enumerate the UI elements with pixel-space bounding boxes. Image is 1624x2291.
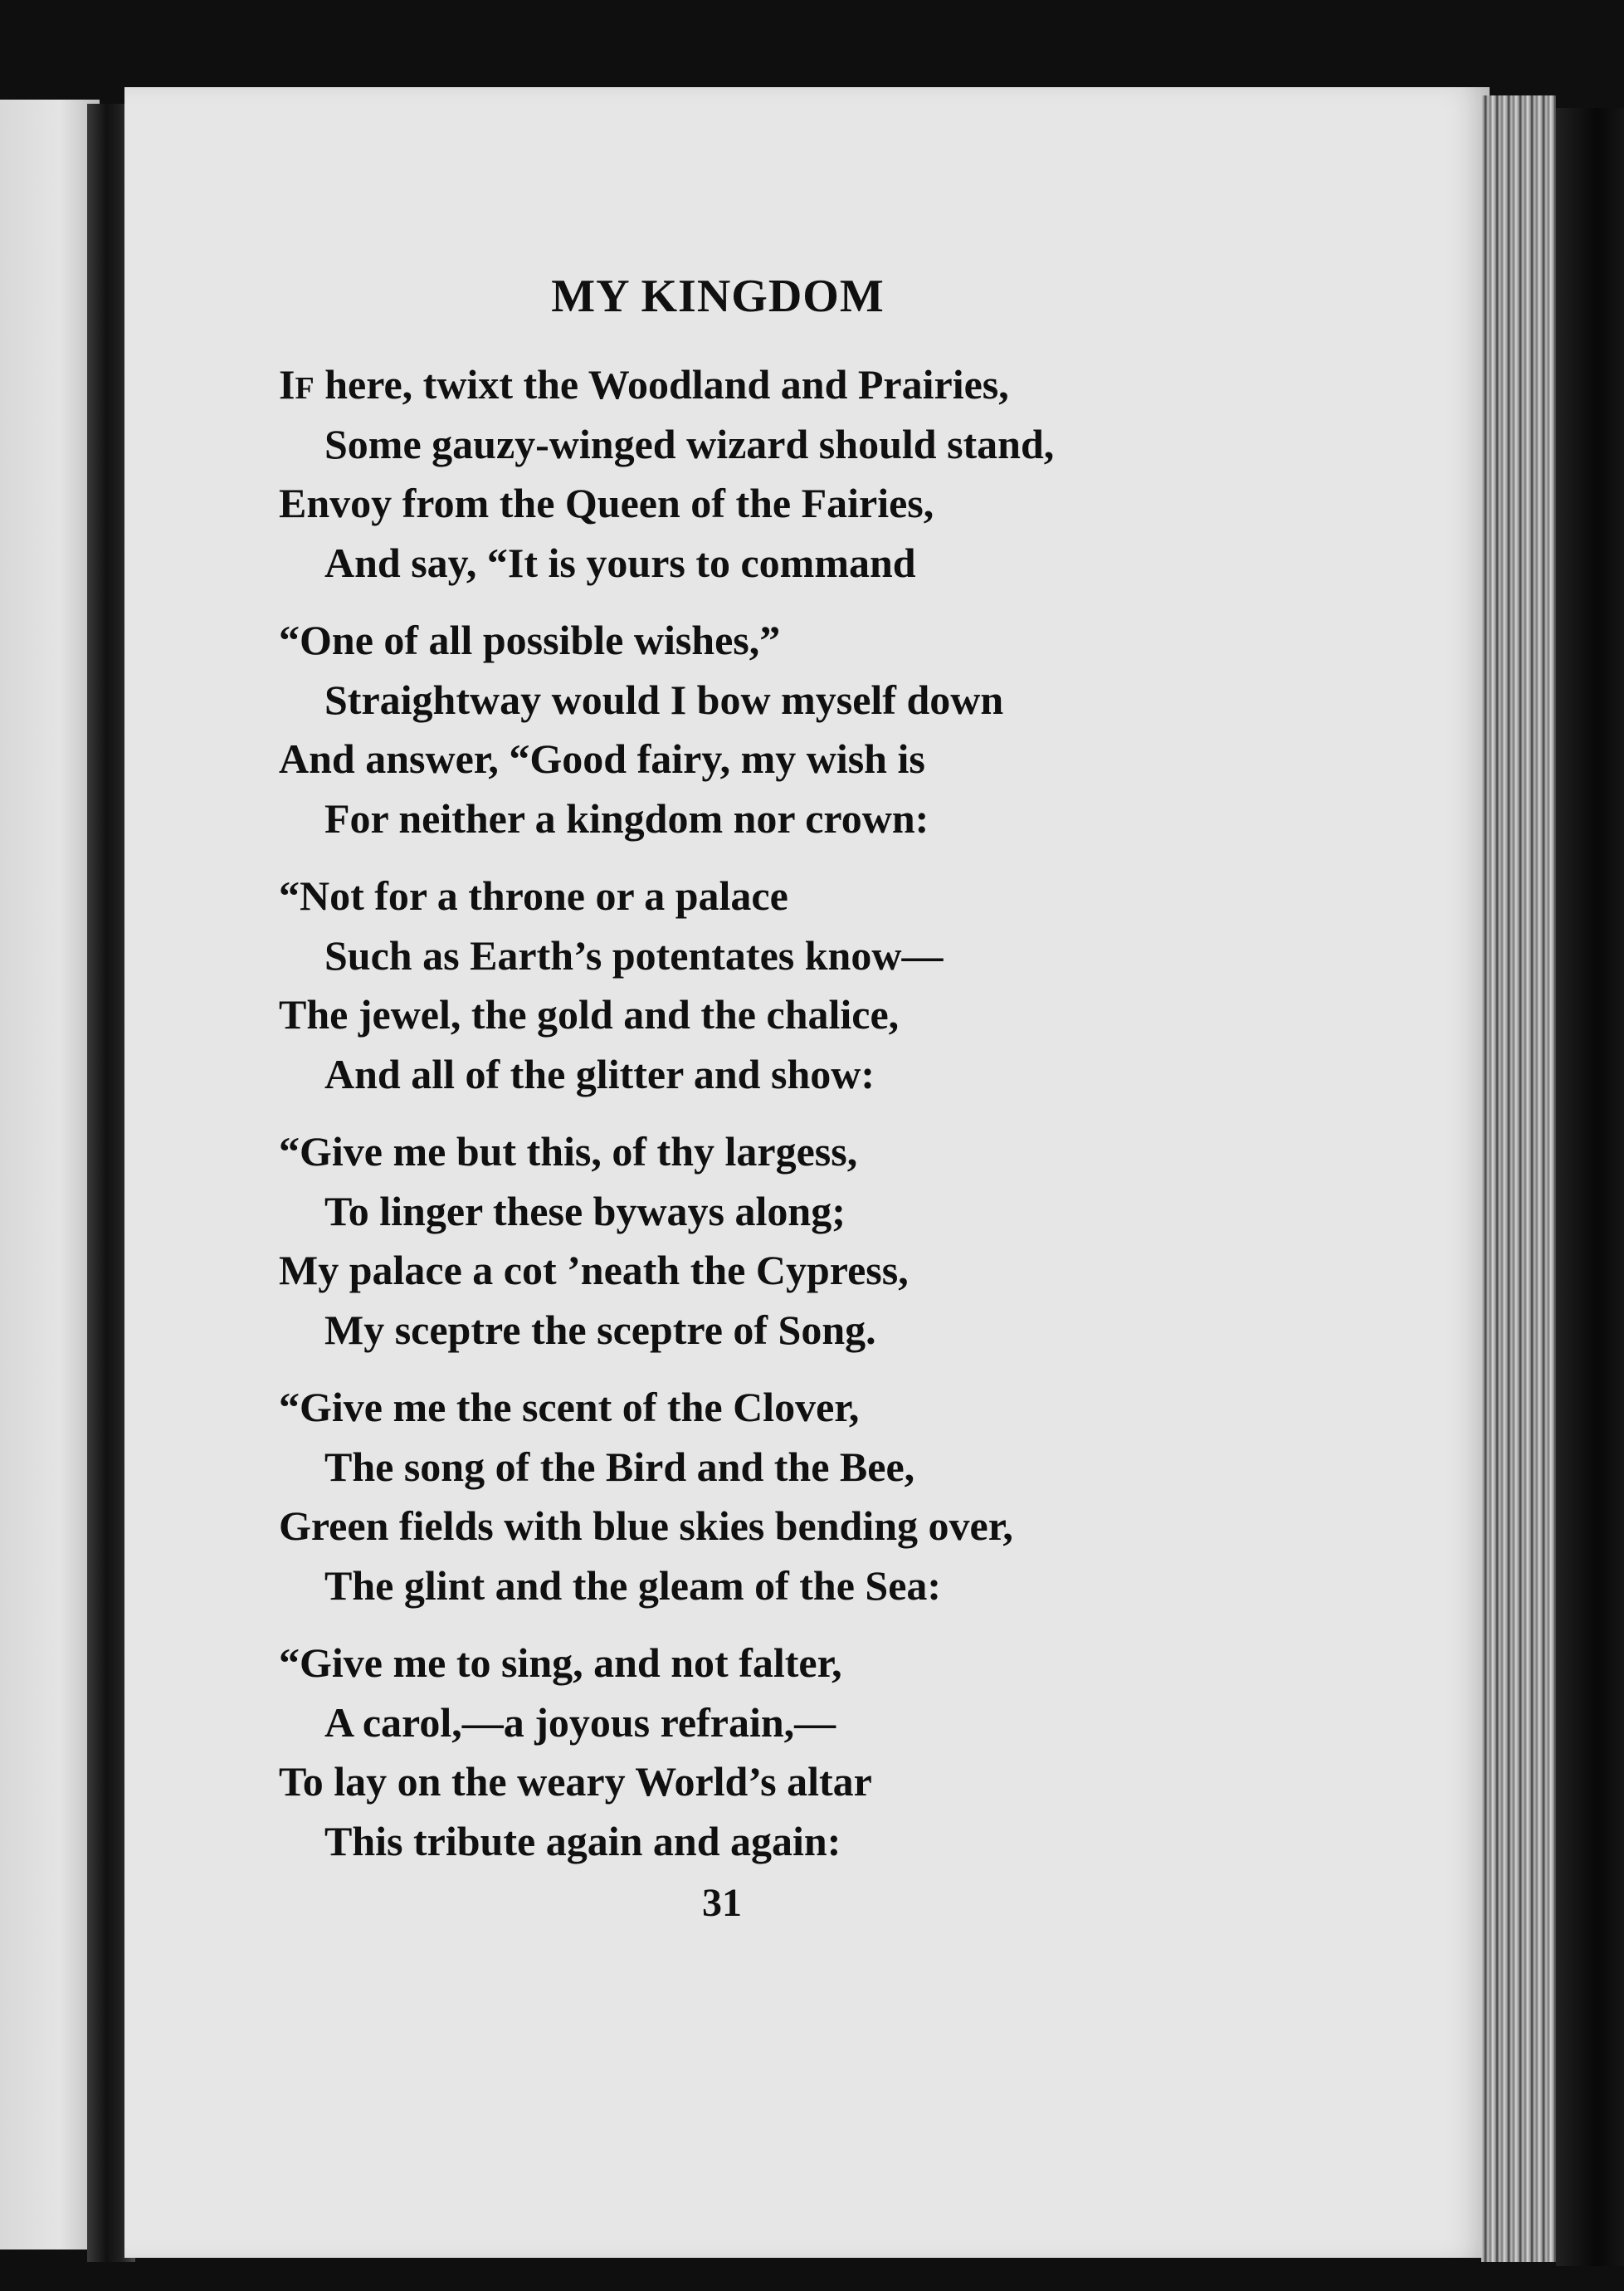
poem-line: Some gauzy-winged wizard should stand,: [324, 420, 1055, 467]
stanza: [279, 1634, 1316, 1871]
poem-line: A carol,—a joyous refrain,—: [324, 1698, 836, 1746]
first-line-text: here, twixt the Woodland and Prairies,: [314, 361, 1009, 408]
poem-line: Envoy from the Queen of the Fairies,: [279, 480, 934, 526]
poem-line: This tribute again and again:: [324, 1817, 841, 1864]
poem-line: “One of all possible wishes,”: [279, 617, 781, 663]
poem-body: [279, 355, 1316, 1889]
page-number: 31: [702, 1881, 742, 1925]
poem-line: My palace a cot ’neath the Cypress,: [279, 1247, 909, 1293]
poem-line: Straightway would I bow myself down: [324, 676, 1004, 723]
poem-line: My sceptre the sceptre of Song.: [324, 1306, 876, 1353]
stanza: [279, 867, 1316, 1104]
poem-line: To linger these byways along;: [324, 1187, 846, 1234]
poem-line: [279, 355, 1316, 415]
stanza: [279, 1378, 1316, 1615]
drop-initial: I: [279, 361, 295, 408]
poem-line: Green fields with blue skies bending over,: [279, 1502, 1013, 1549]
poem-line: “Not for a throne or a palace: [279, 872, 788, 919]
poem-title: MY KINGDOM: [551, 271, 885, 322]
poem-line: And answer, “Good fairy, my wish is: [279, 735, 925, 782]
stanza: [279, 611, 1316, 848]
poem-line: “Give me the scent of the Clover,: [279, 1384, 860, 1430]
poem-line: “Give me to sing, and not falter,: [279, 1639, 842, 1686]
poem-line: To lay on the weary World’s altar: [279, 1758, 872, 1805]
page-stack-edge: [1481, 95, 1556, 2262]
poem-line: The jewel, the gold and the chalice,: [279, 991, 900, 1038]
poem-line: And all of the glitter and show:: [324, 1050, 875, 1097]
poem-line: And say, “It is yours to command: [324, 539, 916, 586]
book-binding: [1556, 108, 1624, 2266]
previous-page-edge: [0, 100, 100, 2249]
poem-line: “Give me but this, of thy largess,: [279, 1128, 858, 1175]
stanza: [279, 355, 1316, 593]
poem-line: The song of the Bird and the Bee,: [324, 1443, 915, 1490]
stanza: [279, 1122, 1316, 1360]
poem-line: Such as Earth’s potentates know—: [324, 931, 944, 979]
poem-line: The glint and the gleam of the Sea:: [324, 1561, 942, 1609]
poem-line: For neither a kingdom nor crown:: [324, 794, 929, 842]
small-cap-letter: F: [295, 371, 315, 406]
